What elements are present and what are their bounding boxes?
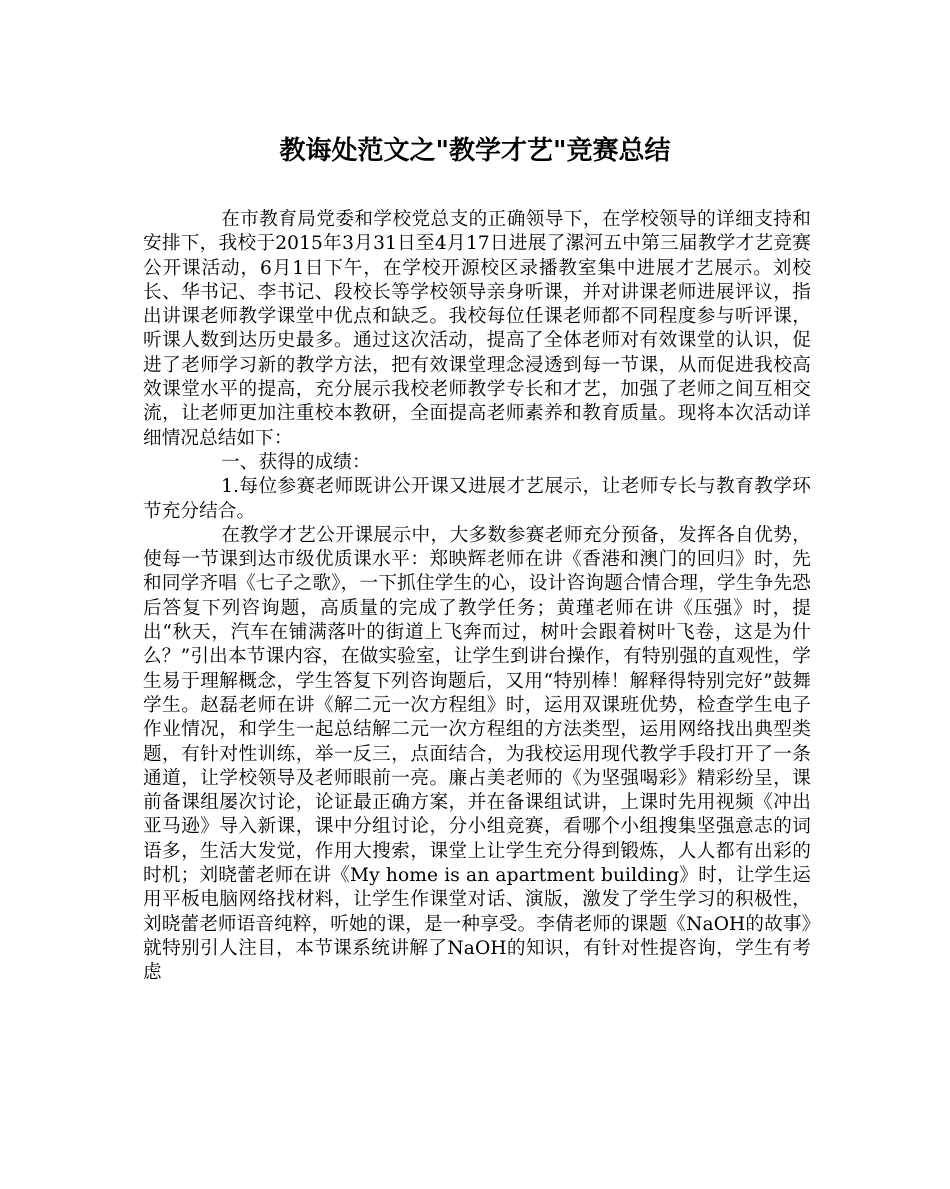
section-heading-achievements: 一、获得的成绩： (221, 451, 371, 473)
document-title: 教诲处范文之"教学才艺"竞赛总结 (279, 136, 671, 166)
document-body (143, 208, 811, 986)
paragraph-intro: 在市教育局党委和学校党总支的正确领导下，在学校领导的详细支持和安排下，我校于2015年3月31日至4月17日进展了漯河五中第三届教学才艺竞赛公开课活动，6月1日下午，在学校开源校区录播教室集中进展才艺展示。刘校长、华书记、李书记、段校长等学校领导亲身听课，并对讲课老师进展评议，指出讲课老师教学课堂中优点和缺乏。我校每位任课老师都不同程度参与听评课，听课人数到达历史最多。通过这次活动，提高了全体老师对有效课堂的认识，促进了老师学习新的教学方法，把有效课堂理念浸透到每一节课，从而促进我校高效课堂水平的提高，充分展示我校老师教学专长和才艺，加强了老师之间互相交流，让老师更加注重校本教研，全面提高老师素养和教育质量。现将本次活动详细情况总结如下： (143, 209, 811, 449)
paragraph-class-showcase: 在教学才艺公开课展示中，大多数参赛老师充分预备，发挥各自优势，使每一节课到达市级优质课水平：郑映辉老师在讲《香港和澳门的回归》时，先和同学齐唱《七子之歌》，一下抓住学生的心，设计咨询题合情合理，学生争先恐后答复下列咨询题，高质量的完成了教学任务；黄瑾老师在讲《压强》时，提出“秋天，汽车在铺满落叶的街道上飞奔而过，树叶会跟着树叶飞卷，这是为什么？”引出本节课内容，在做实验室，让学生到讲台操作，有特别强的直观性，学生易于理解概念，学生答复下列咨询题后，又用“特别棒！解释得特别完好”鼓舞学生。赵磊老师在讲《解二元一次方程组》时，运用双课班优势，检查学生电子作业情况，和学生一起总结解二元一次方程组的方法类型，运用网络找出典型类题，有针对性训练，举一反三，点面结合，为我校运用现代教学手段打开了一条通道，让学校领导及老师眼前一亮。廉占美老师的《为坚强喝彩》精彩纷呈，课前备课组屡次讨论，论证最正确方案，并在备课组试讲，上课时先用视频《冲出亚马逊》导入新课，课中分组讨论，分小组竞赛，看哪个小组搜集坚强意志的词语多，生活大发觉，作用大搜索，课堂上让学生充分得到锻炼，人人都有出彩的时机；刘晓蕾老师在讲《My home is an apartment building》时，让学生运用平板电脑网络找材料，让学生作课堂对话、演版，激发了学生学习的积极性，刘晓蕾老师语音纯粹，听她的课，是一种享受。李倩老师的课题《NaOH的故事》就特别引人注目，本节课系统讲解了NaOH的知识，有针对性提咨询，学生有考虑 (143, 524, 811, 984)
subsection-heading-1: 1.每位参赛老师既讲公开课又进展才艺展示，让老师专长与教育教学环节充分结合。 (143, 476, 811, 522)
